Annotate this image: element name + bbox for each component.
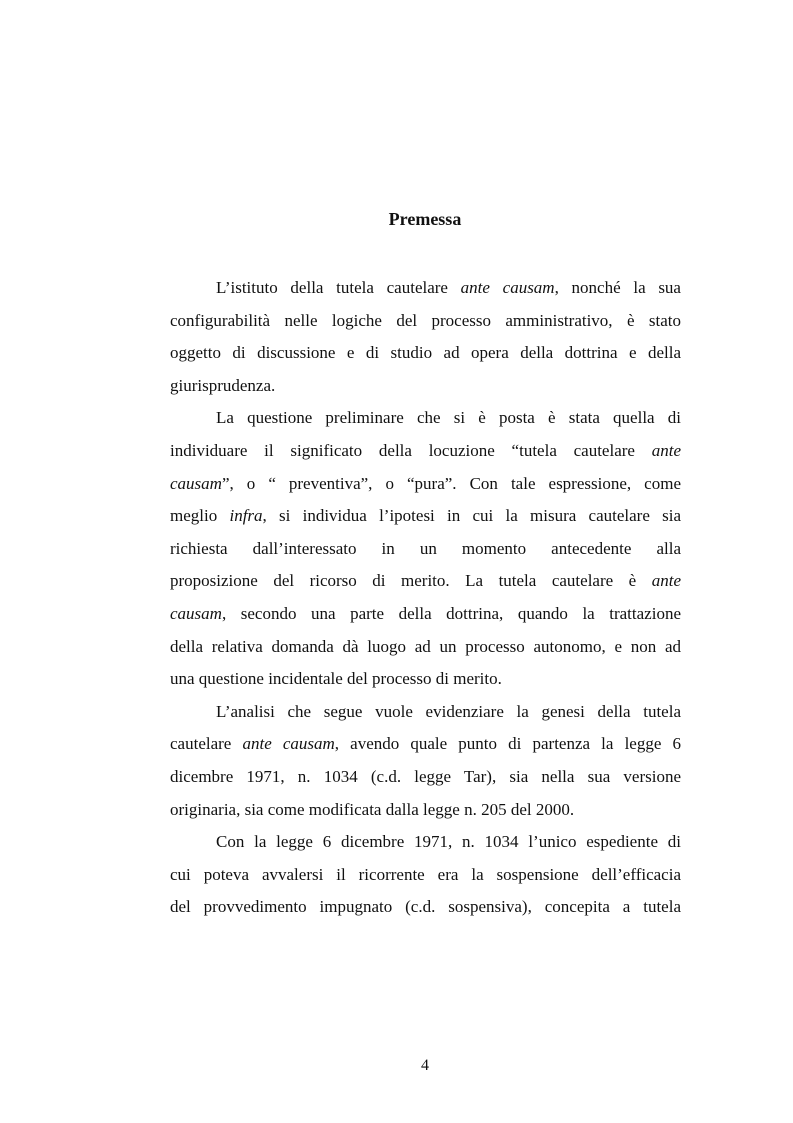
italic-term: infra <box>229 506 263 526</box>
text-line <box>170 794 681 827</box>
text-run: originaria, sia come modificata dalla legge n. 205 del 2000. <box>170 799 575 819</box>
text-line <box>170 565 681 598</box>
italic-term: causam <box>170 473 222 493</box>
text-line <box>170 598 681 631</box>
section-title: Premessa <box>388 209 462 229</box>
italic-term: ante <box>651 440 681 460</box>
text-line <box>170 859 681 892</box>
italic-term: causam <box>170 603 222 623</box>
text-run: cautelare <box>170 734 243 754</box>
text-run: una questione incidentale del processo di merito. <box>170 669 502 689</box>
text-line <box>170 663 681 696</box>
text-line <box>170 533 681 566</box>
text-line <box>170 468 681 501</box>
text-run: , secondo una parte della dottrina, quando la trattazione <box>221 603 681 623</box>
text-run: dicembre 1971, n. 1034 (c.d. legge Tar), sia nella sua versione <box>170 766 681 786</box>
paragraph <box>170 402 681 695</box>
text-run: , si individua l’ipotesi in cui la misura cautelare sia <box>262 506 681 526</box>
text-line <box>170 500 681 533</box>
text-run: L’istituto della tutela cautelare <box>216 278 461 297</box>
text-line <box>170 370 681 403</box>
text-line <box>170 891 681 924</box>
text-line <box>170 761 681 794</box>
text-run: , nonché la sua <box>554 278 681 297</box>
text-run: configurabilità nelle logiche del processo amministrativo, è stato <box>170 310 681 330</box>
text-line <box>170 696 681 729</box>
text-run: giurisprudenza. <box>170 375 276 395</box>
text-run: La questione preliminare che si è posta è stata quella di <box>216 408 681 428</box>
text-run: L’analisi che segue vuole evidenziare la genesi della tutela <box>216 701 681 721</box>
text-run: della relativa domanda dà luogo ad un processo autonomo, e non ad <box>170 636 681 656</box>
page-number: 4 <box>421 1057 429 1074</box>
text-line <box>170 272 681 305</box>
text-run: , avendo quale punto di partenza la legge 6 <box>334 734 681 754</box>
text-line <box>170 728 681 761</box>
italic-term: ante <box>651 571 681 591</box>
text-run: cui poteva avvalersi il ricorrente era la sospensione dell’efficacia <box>170 864 681 884</box>
text-run: individuare il significato della locuzione “tutela cautelare <box>170 440 652 460</box>
text-run: ”, o “ preventiva”, o “pura”. Con tale espressione, come <box>221 473 681 493</box>
text-run: oggetto di discussione e di studio ad opera della dottrina e della <box>170 343 681 363</box>
body-text <box>170 272 681 924</box>
paragraph <box>170 272 681 402</box>
text-run: proposizione del ricorso di merito. La tutela cautelare è <box>170 571 652 591</box>
italic-term: ante causam <box>242 734 335 754</box>
paragraph <box>170 696 681 826</box>
text-line <box>170 305 681 338</box>
text-run: del provvedimento impugnato (c.d. sospensiva), concepita a tutela <box>170 897 681 917</box>
text-run: Con la legge 6 dicembre 1971, n. 1034 l’unico espediente di <box>216 832 681 852</box>
text-run: meglio <box>170 506 230 526</box>
text-line <box>170 435 681 468</box>
text-line <box>170 826 681 859</box>
text-line <box>170 337 681 370</box>
italic-term: ante causam <box>460 278 555 297</box>
text-line <box>170 402 681 435</box>
paragraph <box>170 826 681 924</box>
text-run: richiesta dall’interessato in un momento antecedente alla <box>170 538 681 558</box>
text-line <box>170 631 681 664</box>
